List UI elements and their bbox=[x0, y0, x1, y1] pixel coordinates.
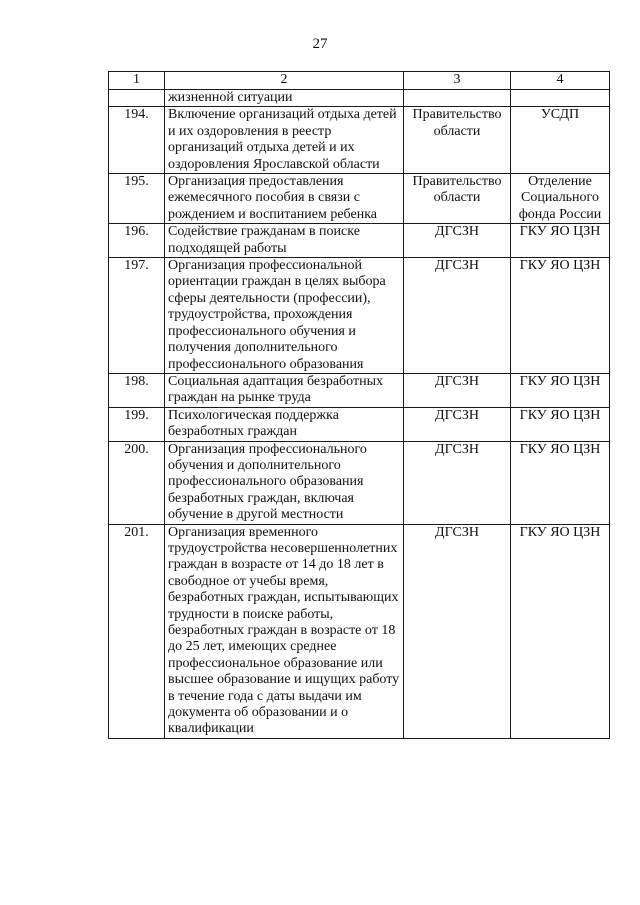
service-cell: Организация временного трудоустройства несовершеннолетних граждан в возрасте от 14 до 18 лет в свободное от учебы время, безработных граждан, испытывающих трудности в поиске работы, безработных граждан в возрасте от 18 до 25 лет, имеющих среднее профессиональное образование или высшее образование и ищущих работу в течение года с даты выдачи им документа об образовании и о квалификации bbox=[165, 524, 404, 738]
authority-cell: Правительство области bbox=[404, 174, 511, 224]
service-cell: жизненной ситуации bbox=[165, 90, 404, 107]
authority-cell: ДГСЗН bbox=[404, 258, 511, 374]
provider-cell: ГКУ ЯО ЦЗН bbox=[511, 373, 610, 407]
row-number-cell: 200. bbox=[109, 441, 165, 524]
service-cell: Организация профессионального обучения и дополнительного профессионального образования безработных граждан, включая обучение в другой местности bbox=[165, 441, 404, 524]
provider-cell: ГКУ ЯО ЦЗН bbox=[511, 407, 610, 441]
table-header-row bbox=[109, 72, 610, 90]
row-number-cell: 198. bbox=[109, 373, 165, 407]
table-row bbox=[109, 524, 610, 738]
table-row-continuation bbox=[109, 90, 610, 107]
column-header-1: 1 bbox=[109, 72, 165, 90]
row-number-cell: 197. bbox=[109, 258, 165, 374]
authority-cell: ДГСЗН bbox=[404, 524, 511, 738]
table-row bbox=[109, 441, 610, 524]
service-cell: Организация профессиональной ориентации граждан в целях выбора сферы деятельности (профессии), трудоустройства, прохождения профессионального обучения и получения дополнительного профессионального образования bbox=[165, 258, 404, 374]
row-number-cell: 194. bbox=[109, 107, 165, 174]
page-number: 27 bbox=[312, 36, 328, 52]
service-cell: Организация предоставления ежемесячного пособия в связи с рождением и воспитанием ребенка bbox=[165, 174, 404, 224]
table-row bbox=[109, 407, 610, 441]
service-cell: Психологическая поддержка безработных граждан bbox=[165, 407, 404, 441]
services-table bbox=[108, 71, 610, 739]
provider-cell: ГКУ ЯО ЦЗН bbox=[511, 441, 610, 524]
authority-cell: ДГСЗН bbox=[404, 441, 511, 524]
row-number-cell: 196. bbox=[109, 224, 165, 258]
row-number-cell bbox=[109, 90, 165, 107]
provider-cell: ГКУ ЯО ЦЗН bbox=[511, 258, 610, 374]
table-row bbox=[109, 224, 610, 258]
column-header-4: 4 bbox=[511, 72, 610, 90]
authority-cell: ДГСЗН bbox=[404, 407, 511, 441]
authority-cell: Правительство области bbox=[404, 107, 511, 174]
provider-cell: ГКУ ЯО ЦЗН bbox=[511, 524, 610, 738]
authority-cell bbox=[404, 90, 511, 107]
provider-cell: УСДП bbox=[511, 107, 610, 174]
authority-cell: ДГСЗН bbox=[404, 224, 511, 258]
service-cell: Включение организаций отдыха детей и их оздоровления в реестр организаций отдыха детей и их оздоровления Ярославской области bbox=[165, 107, 404, 174]
table-row bbox=[109, 258, 610, 374]
authority-cell: ДГСЗН bbox=[404, 373, 511, 407]
provider-cell: ГКУ ЯО ЦЗН bbox=[511, 224, 610, 258]
column-header-3: 3 bbox=[404, 72, 511, 90]
table-row bbox=[109, 174, 610, 224]
table-row bbox=[109, 107, 610, 174]
provider-cell bbox=[511, 90, 610, 107]
row-number-cell: 195. bbox=[109, 174, 165, 224]
service-cell: Содействие гражданам в поиске подходящей работы bbox=[165, 224, 404, 258]
provider-cell: Отделение Социального фонда России bbox=[511, 174, 610, 224]
service-cell: Социальная адаптация безработных граждан на рынке труда bbox=[165, 373, 404, 407]
row-number-cell: 201. bbox=[109, 524, 165, 738]
row-number-cell: 199. bbox=[109, 407, 165, 441]
column-header-2: 2 bbox=[165, 72, 404, 90]
table-row bbox=[109, 373, 610, 407]
